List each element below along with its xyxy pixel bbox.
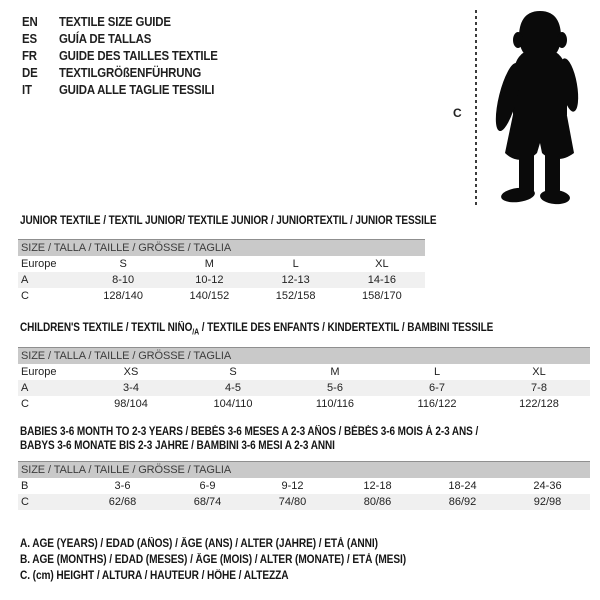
size-cell: 24-36 bbox=[533, 479, 562, 492]
lang-code: IT bbox=[22, 82, 32, 97]
size-cell: 74/80 bbox=[250, 494, 335, 510]
title-text: CHILDREN'S TEXTILE / TEXTIL NIÑO bbox=[20, 322, 193, 334]
size-cell: 80/86 bbox=[335, 494, 420, 510]
size-cell: 4-5 bbox=[182, 380, 284, 396]
size-cell: 122/128 bbox=[519, 397, 559, 410]
babies-size-table bbox=[18, 461, 590, 510]
babies-section-title-line1: BABIES 3-6 MONTH TO 2-3 YEARS / BEBÉS 3-6 MESES A 2-3 AÑOS / BÉBÉS 3-6 MOIS À 2-3 ANS / bbox=[20, 426, 479, 438]
lang-title: GUÍA DE TALLAS bbox=[58, 31, 152, 46]
table-header-row bbox=[18, 240, 425, 256]
size-cell: S bbox=[119, 257, 127, 270]
lang-code: DE bbox=[22, 65, 38, 80]
size-cell: 68/74 bbox=[165, 494, 250, 510]
language-list bbox=[22, 13, 244, 98]
size-cell: 92/98 bbox=[505, 494, 590, 510]
size-cell: 18-24 bbox=[448, 479, 477, 492]
size-cell: 98/104 bbox=[114, 397, 148, 410]
children-size-table bbox=[18, 347, 590, 412]
table-row bbox=[18, 396, 590, 412]
size-cell: 152/158 bbox=[275, 289, 316, 302]
size-cell: L bbox=[433, 365, 441, 378]
lang-title: GUIDA ALLE TAGLIE TESSILI bbox=[58, 82, 215, 97]
row-label: C bbox=[21, 289, 29, 302]
lang-code: FR bbox=[22, 48, 37, 63]
table-header-row bbox=[18, 462, 590, 478]
table-header-row bbox=[18, 348, 590, 364]
junior-section-title: JUNIOR TEXTILE / TEXTIL JUNIOR/ TEXTILE JUNIOR / JUNIORTEXTIL / JUNIOR TESSILE bbox=[20, 215, 437, 227]
note-age-years: A. AGE (YEARS) / EDAD (AÑOS) / ÂGE (ANS) / ALTER (JAHRE) / ETÀ (ANNI) bbox=[20, 538, 378, 550]
lang-title: TEXTILGRÖßENFÜHRUNG bbox=[58, 65, 202, 80]
table-row bbox=[18, 364, 590, 380]
lang-row-it bbox=[22, 81, 218, 98]
row-label: A bbox=[18, 272, 80, 288]
size-cell: 116/122 bbox=[417, 397, 457, 410]
legend-notes bbox=[20, 538, 459, 586]
note-height: C. (cm) HEIGHT / ALTURA / HAUTEUR / HÖHE / ALTEZZA bbox=[20, 570, 289, 582]
size-cell: 8-10 bbox=[80, 272, 166, 288]
children-section-title bbox=[20, 322, 493, 336]
lang-row-en bbox=[22, 13, 218, 30]
table-row bbox=[18, 272, 425, 288]
size-cell: XL bbox=[375, 257, 389, 270]
size-cell: M bbox=[330, 365, 340, 378]
height-measure-line bbox=[475, 10, 477, 208]
table-row bbox=[18, 478, 590, 494]
note-age-months: B. AGE (MONTHS) / EDAD (MESES) / ÂGE (MOIS) / ALTER (MONATE) / ETÀ (MESI) bbox=[20, 554, 407, 566]
row-label: C bbox=[21, 397, 29, 410]
size-cell: S bbox=[229, 365, 237, 378]
title-subscript: /A bbox=[192, 327, 200, 337]
size-cell: XL bbox=[532, 365, 546, 378]
size-cell: 7-8 bbox=[488, 380, 590, 396]
lang-row-fr bbox=[22, 47, 218, 64]
table-row bbox=[18, 494, 590, 510]
row-label: Europe bbox=[21, 257, 57, 270]
lang-title: TEXTILE SIZE GUIDE bbox=[58, 14, 171, 29]
table-row bbox=[18, 256, 425, 272]
lang-row-de bbox=[22, 64, 218, 81]
row-label: Europe bbox=[21, 365, 57, 378]
lang-code: EN bbox=[22, 14, 38, 29]
baby-figure bbox=[445, 0, 600, 215]
size-cell: 110/116 bbox=[315, 397, 355, 410]
size-cell: 6-7 bbox=[386, 380, 488, 396]
row-label: A bbox=[18, 380, 80, 396]
table-row bbox=[18, 380, 590, 396]
size-cell: 3-6 bbox=[114, 479, 131, 492]
size-cell: 10-12 bbox=[166, 272, 252, 288]
table-header: SIZE / TALLA / TAILLE / GRÖSSE / TAGLIA bbox=[18, 462, 590, 478]
size-cell: 14-16 bbox=[339, 272, 425, 288]
size-cell: 62/68 bbox=[80, 494, 165, 510]
size-cell: 104/110 bbox=[213, 397, 253, 410]
size-cell: 6-9 bbox=[199, 479, 216, 492]
table-header: SIZE / TALLA / TAILLE / GRÖSSE / TAGLIA bbox=[18, 348, 590, 364]
babies-section-title-line2: BABYS 3-6 MONATE BIS 2-3 JAHRE / BAMBINI 3-6 MESI A 2-3 ANNI bbox=[20, 440, 335, 452]
size-cell: 5-6 bbox=[284, 380, 386, 396]
size-cell: 9-12 bbox=[281, 479, 304, 492]
lang-row-es bbox=[22, 30, 218, 47]
size-cell: 158/170 bbox=[361, 289, 402, 302]
height-measure-label: C bbox=[453, 106, 462, 120]
lang-code: ES bbox=[22, 31, 37, 46]
size-cell: 12-13 bbox=[253, 272, 339, 288]
table-header: SIZE / TALLA / TAILLE / GRÖSSE / TAGLIA bbox=[18, 240, 425, 256]
row-label: C bbox=[18, 494, 80, 510]
junior-size-table bbox=[18, 239, 425, 304]
table-row bbox=[18, 288, 425, 304]
row-label: B bbox=[21, 479, 29, 492]
size-cell: 128/140 bbox=[103, 289, 143, 302]
title-text: / TEXTILE DES ENFANTS / KINDERTEXTIL / BAMBINI TESSILE bbox=[199, 322, 494, 334]
baby-silhouette-icon bbox=[485, 6, 595, 208]
size-cell: 86/92 bbox=[420, 494, 505, 510]
size-cell: 3-4 bbox=[80, 380, 182, 396]
size-cell: 12-18 bbox=[363, 479, 392, 492]
size-cell: L bbox=[292, 257, 299, 270]
size-cell: M bbox=[204, 257, 214, 270]
size-cell: 140/152 bbox=[189, 289, 230, 302]
lang-title: GUIDE DES TAILLES TEXTILE bbox=[58, 48, 218, 63]
size-cell: XS bbox=[123, 365, 139, 378]
